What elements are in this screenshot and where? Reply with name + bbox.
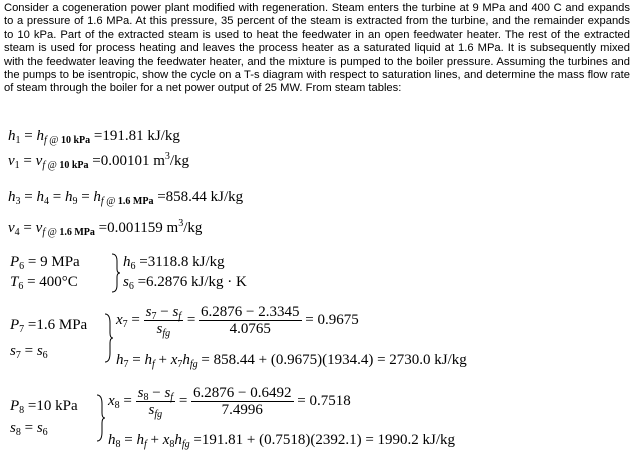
eq-s6-value: =6.2876 kJ/kg · K <box>137 274 247 290</box>
eq-s8: $s_8 = s_6$ <box>10 420 48 438</box>
eq-h7: $h_7 = h_f + x_7h_{fg} = 858.44 + (0.9675)(1934.4) = 2730.0$ kJ/kg <box>116 352 467 370</box>
eq-h1-value: =191.81 kJ/kg <box>93 128 180 144</box>
eq-x7-value: = 0.9675 <box>305 311 359 328</box>
eq-v1-unit: /kg <box>169 153 190 169</box>
eq-v4: $v_4 = v_{f @ 1.6 MPa} =0.001159$ $m^3/kg$ <box>8 218 203 238</box>
eq-h1: $h_1 = h_{f @ 10 kPa} =191.81$ kJ/kg <box>8 128 180 146</box>
eq-t6-value: = 400°C <box>27 274 78 290</box>
eq-v1: $v_1 = v_{f @ 10 kPa} =0.00101$ $m^3/kg$ <box>8 151 190 171</box>
eq-p6: $P_6 = 9$ MPa <box>10 254 80 272</box>
eq-p7: $P_7 =1.6$ MPa <box>10 317 88 335</box>
eq-p8: $P_8 =10$ kPa <box>10 398 78 416</box>
eq-p7-value: =1.6 MPa <box>27 317 88 333</box>
eq-x8-value: = 0.7518 <box>297 392 351 409</box>
eq-x7: $x_7$ = $\frac{s_7 - s_f}{s_{fg}}$ = $\frac{6.2876 - 2.3345}{4.0765}$ = 0.9675 <box>116 304 359 339</box>
problem-statement: Consider a cogeneration power plant modified with regeneration. Steam enters the turbine at 9 MPa and 400 C and expands to a pressure of 1.6 MPa. At this pressure, 35 percent of the steam is extracted from the turbine, and the remainder expands to 10 kPa. Part of the extracted steam is used to heat the feedwater in an open feedwater heater. The rest of the extracted steam is used for process heating and leaves the process heater as a saturated liquid at 1.6 MPa. It is subsequently mixed with the feedwater leaving the feedwater heater, and the mixture is pumped to the boiler pressure. Assuming the turbines and the pumps to be isentropic, show the cycle on a T-s diagram with respect to saturation lines, and determine the mass flow rate of steam through the boiler for a net power output of 25 MW. From steam tables: <box>4 2 630 95</box>
eq-h6: $h_6 =3118.8$ kJ/kg <box>123 254 225 272</box>
eq-h3-value: =858.44 kJ/kg <box>157 189 244 205</box>
eq-t6: $T_6 = 400^\circ C$ <box>10 274 78 292</box>
eq-v4-value: =0.001159 m <box>98 220 179 236</box>
eq-x8: $x_8$ = $\frac{s_8 - s_f}{s_{fg}}$ = $\frac{6.2876 - 0.6492}{7.4996}$ = 0.7518 <box>108 385 351 420</box>
eq-p6-value: = 9 MPa <box>27 254 80 270</box>
eq-v4-unit: /kg <box>183 220 203 236</box>
eq-s6: $s_6 =6.2876$ kJ/kg · K <box>123 274 247 292</box>
brace-state8 <box>96 394 106 442</box>
x7-numeric-fraction: $\frac{6.2876 - 2.3345}{4.0765}$ <box>201 304 300 337</box>
brace-state6 <box>111 253 121 293</box>
eq-v1-value: =0.00101 m <box>92 153 165 169</box>
eq-h3: $h_3 = h_4 = h_9 = h_{f @ 1.6 MPa} =858.44$ kJ/kg <box>8 189 244 207</box>
eq-p8-value: =10 kPa <box>27 398 78 414</box>
x8-symbolic-fraction: $\frac{s_8 - s_f}{s_{fg}}$ <box>137 385 174 420</box>
x8-numeric-fraction: $\frac{6.2876 - 0.6492}{7.4996}$ <box>193 385 292 418</box>
x7-symbolic-fraction: $\frac{s_7 - s_f}{s_{fg}}$ <box>145 304 182 339</box>
eq-h7-value: = 858.44 + (0.9675)(1934.4) = 2730.0 kJ/kg <box>201 352 467 368</box>
eq-s7: $s_7 = s_6$ <box>10 343 48 361</box>
eq-h8: $h_8 = h_f + x_8h_{fg} =191.81 + (0.7518)(2392.1) = 1990.2$ kJ/kg <box>108 432 456 450</box>
eq-h6-value: =3118.8 kJ/kg <box>139 254 225 270</box>
brace-state7 <box>104 313 114 363</box>
eq-h8-value: =191.81 + (0.7518)(2392.1) = 1990.2 kJ/kg <box>193 432 456 448</box>
